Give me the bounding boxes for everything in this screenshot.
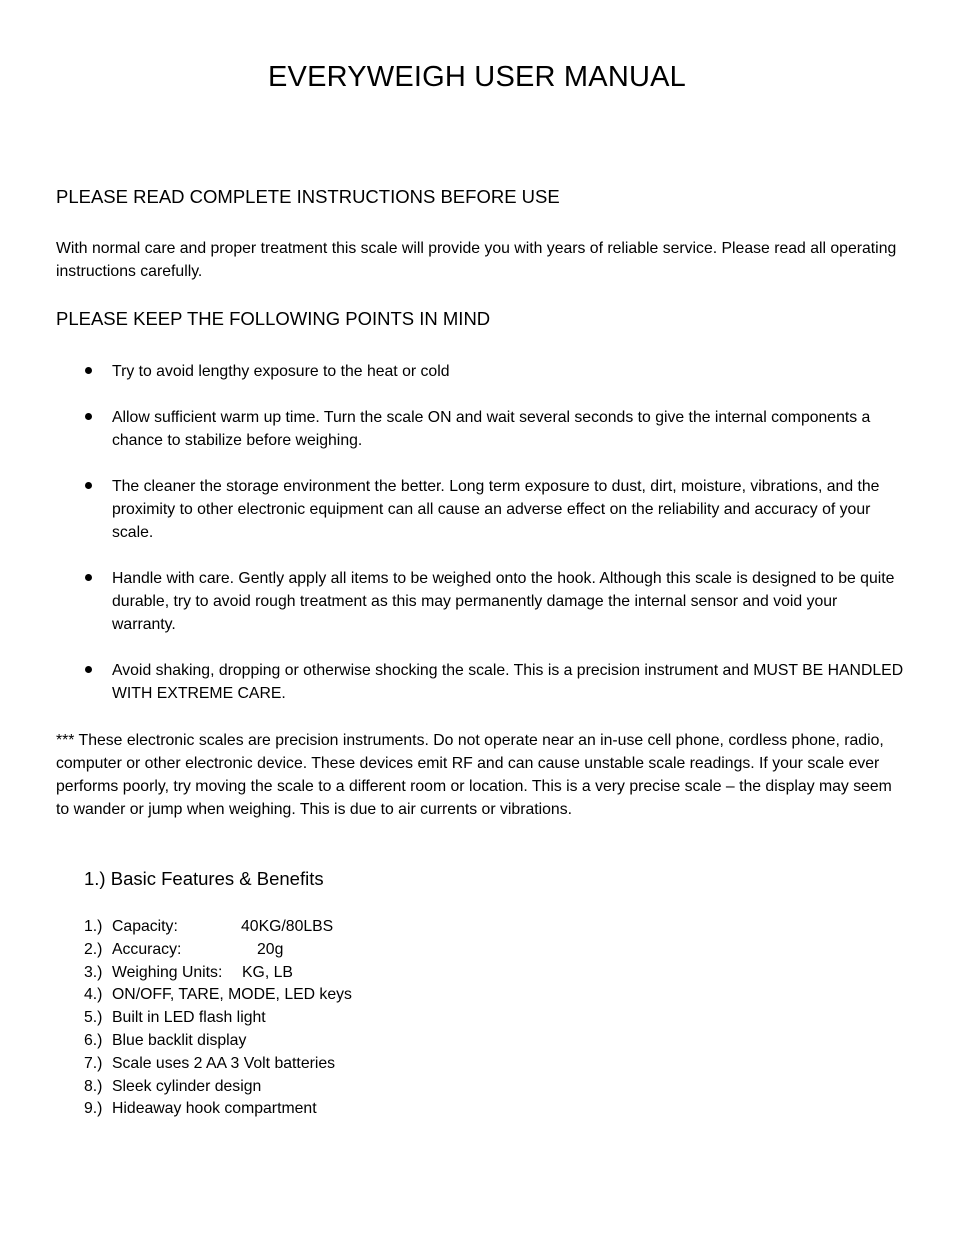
feature-number: 8.)	[84, 1077, 103, 1095]
features-heading: 1.) Basic Features & Benefits	[84, 868, 324, 889]
read-instructions-heading: PLEASE READ COMPLETE INSTRUCTIONS BEFORE USE	[56, 186, 560, 207]
features-list	[84, 916, 352, 1121]
points-list	[84, 360, 904, 728]
feature-label: Accuracy:	[112, 940, 182, 958]
bullet-icon	[85, 574, 92, 581]
feature-number: 4.)	[84, 986, 103, 1004]
feature-number: 7.)	[84, 1054, 103, 1072]
feature-number: 3.)	[84, 963, 103, 981]
feature-value: KG, LB	[242, 963, 293, 981]
feature-text: Blue backlit display	[112, 1031, 247, 1049]
feature-label: Capacity:	[112, 918, 178, 935]
list-item	[84, 1053, 352, 1076]
list-item	[84, 1030, 352, 1053]
list-item	[84, 475, 904, 544]
rf-warning-paragraph: *** These electronic scales are precision instruments. Do not operate near an in-use cell phone, cordless phone, radio, computer or other electronic device. These devices emit RF and can cause unstable scale readings. If your scale ever performs poorly, try moving the scale to a different room or location. This is a very precise scale – the display may seem to wander or jump when weighing. This is due to air currents or vibrations.	[56, 732, 892, 818]
bullet-icon	[85, 482, 92, 489]
intro-paragraph: With normal care and proper treatment this scale will provide you with years of reliable service. Please read all operating instructions carefully.	[56, 240, 897, 280]
list-item	[84, 406, 904, 452]
feature-text: Built in LED flash light	[112, 1009, 266, 1027]
point-text: Try to avoid lengthy exposure to the heat or cold	[112, 363, 450, 380]
list-item	[84, 984, 352, 1007]
points-heading: PLEASE KEEP THE FOLLOWING POINTS IN MIND	[56, 308, 491, 329]
list-item	[84, 1007, 352, 1030]
point-text: Allow sufficient warm up time. Turn the scale ON and wait several seconds to give the internal components a chance to stabilize before weighing.	[112, 409, 871, 449]
document-title: EVERYWEIGH USER MANUAL	[267, 61, 686, 93]
feature-value: 40KG/80LBS	[241, 918, 334, 935]
bullet-icon	[85, 367, 92, 374]
list-item	[84, 1098, 352, 1121]
list-item	[84, 1076, 352, 1099]
bullet-icon	[85, 666, 92, 673]
list-item	[84, 659, 904, 705]
list-item	[84, 360, 904, 383]
feature-number: 6.)	[84, 1031, 103, 1049]
feature-text: ON/OFF, TARE, MODE, LED keys	[112, 986, 352, 1004]
list-item	[84, 916, 352, 939]
feature-value: 20g	[257, 940, 284, 958]
feature-text: Sleek cylinder design	[112, 1077, 262, 1095]
feature-text: Hideaway hook compartment	[112, 1100, 317, 1118]
bullet-icon	[85, 413, 92, 420]
point-text: Avoid shaking, dropping or otherwise shocking the scale. This is a precision instrument and MUST BE HANDLED WITH EXTREME CARE.	[112, 662, 904, 702]
point-text: The cleaner the storage environment the better. Long term exposure to dust, dirt, moisture, vibrations, and the proximity to other electronic equipment can all cause an adverse effect on the reliability and accuracy of your scale.	[112, 478, 880, 541]
list-item	[84, 962, 352, 985]
feature-number: 5.)	[84, 1009, 103, 1027]
feature-label: Weighing Units:	[112, 963, 223, 981]
feature-number: 2.)	[84, 940, 103, 958]
feature-text: Scale uses 2 AA 3 Volt batteries	[112, 1054, 336, 1072]
feature-number: 1.)	[84, 918, 103, 935]
feature-number: 9.)	[84, 1100, 103, 1118]
point-text: Handle with care. Gently apply all items to be weighed onto the hook. Although this scale is designed to be quite durable, try to avoid rough treatment as this may permanently damage the internal sensor and void your warranty.	[112, 570, 895, 633]
list-item	[84, 939, 352, 962]
list-item	[84, 567, 904, 636]
